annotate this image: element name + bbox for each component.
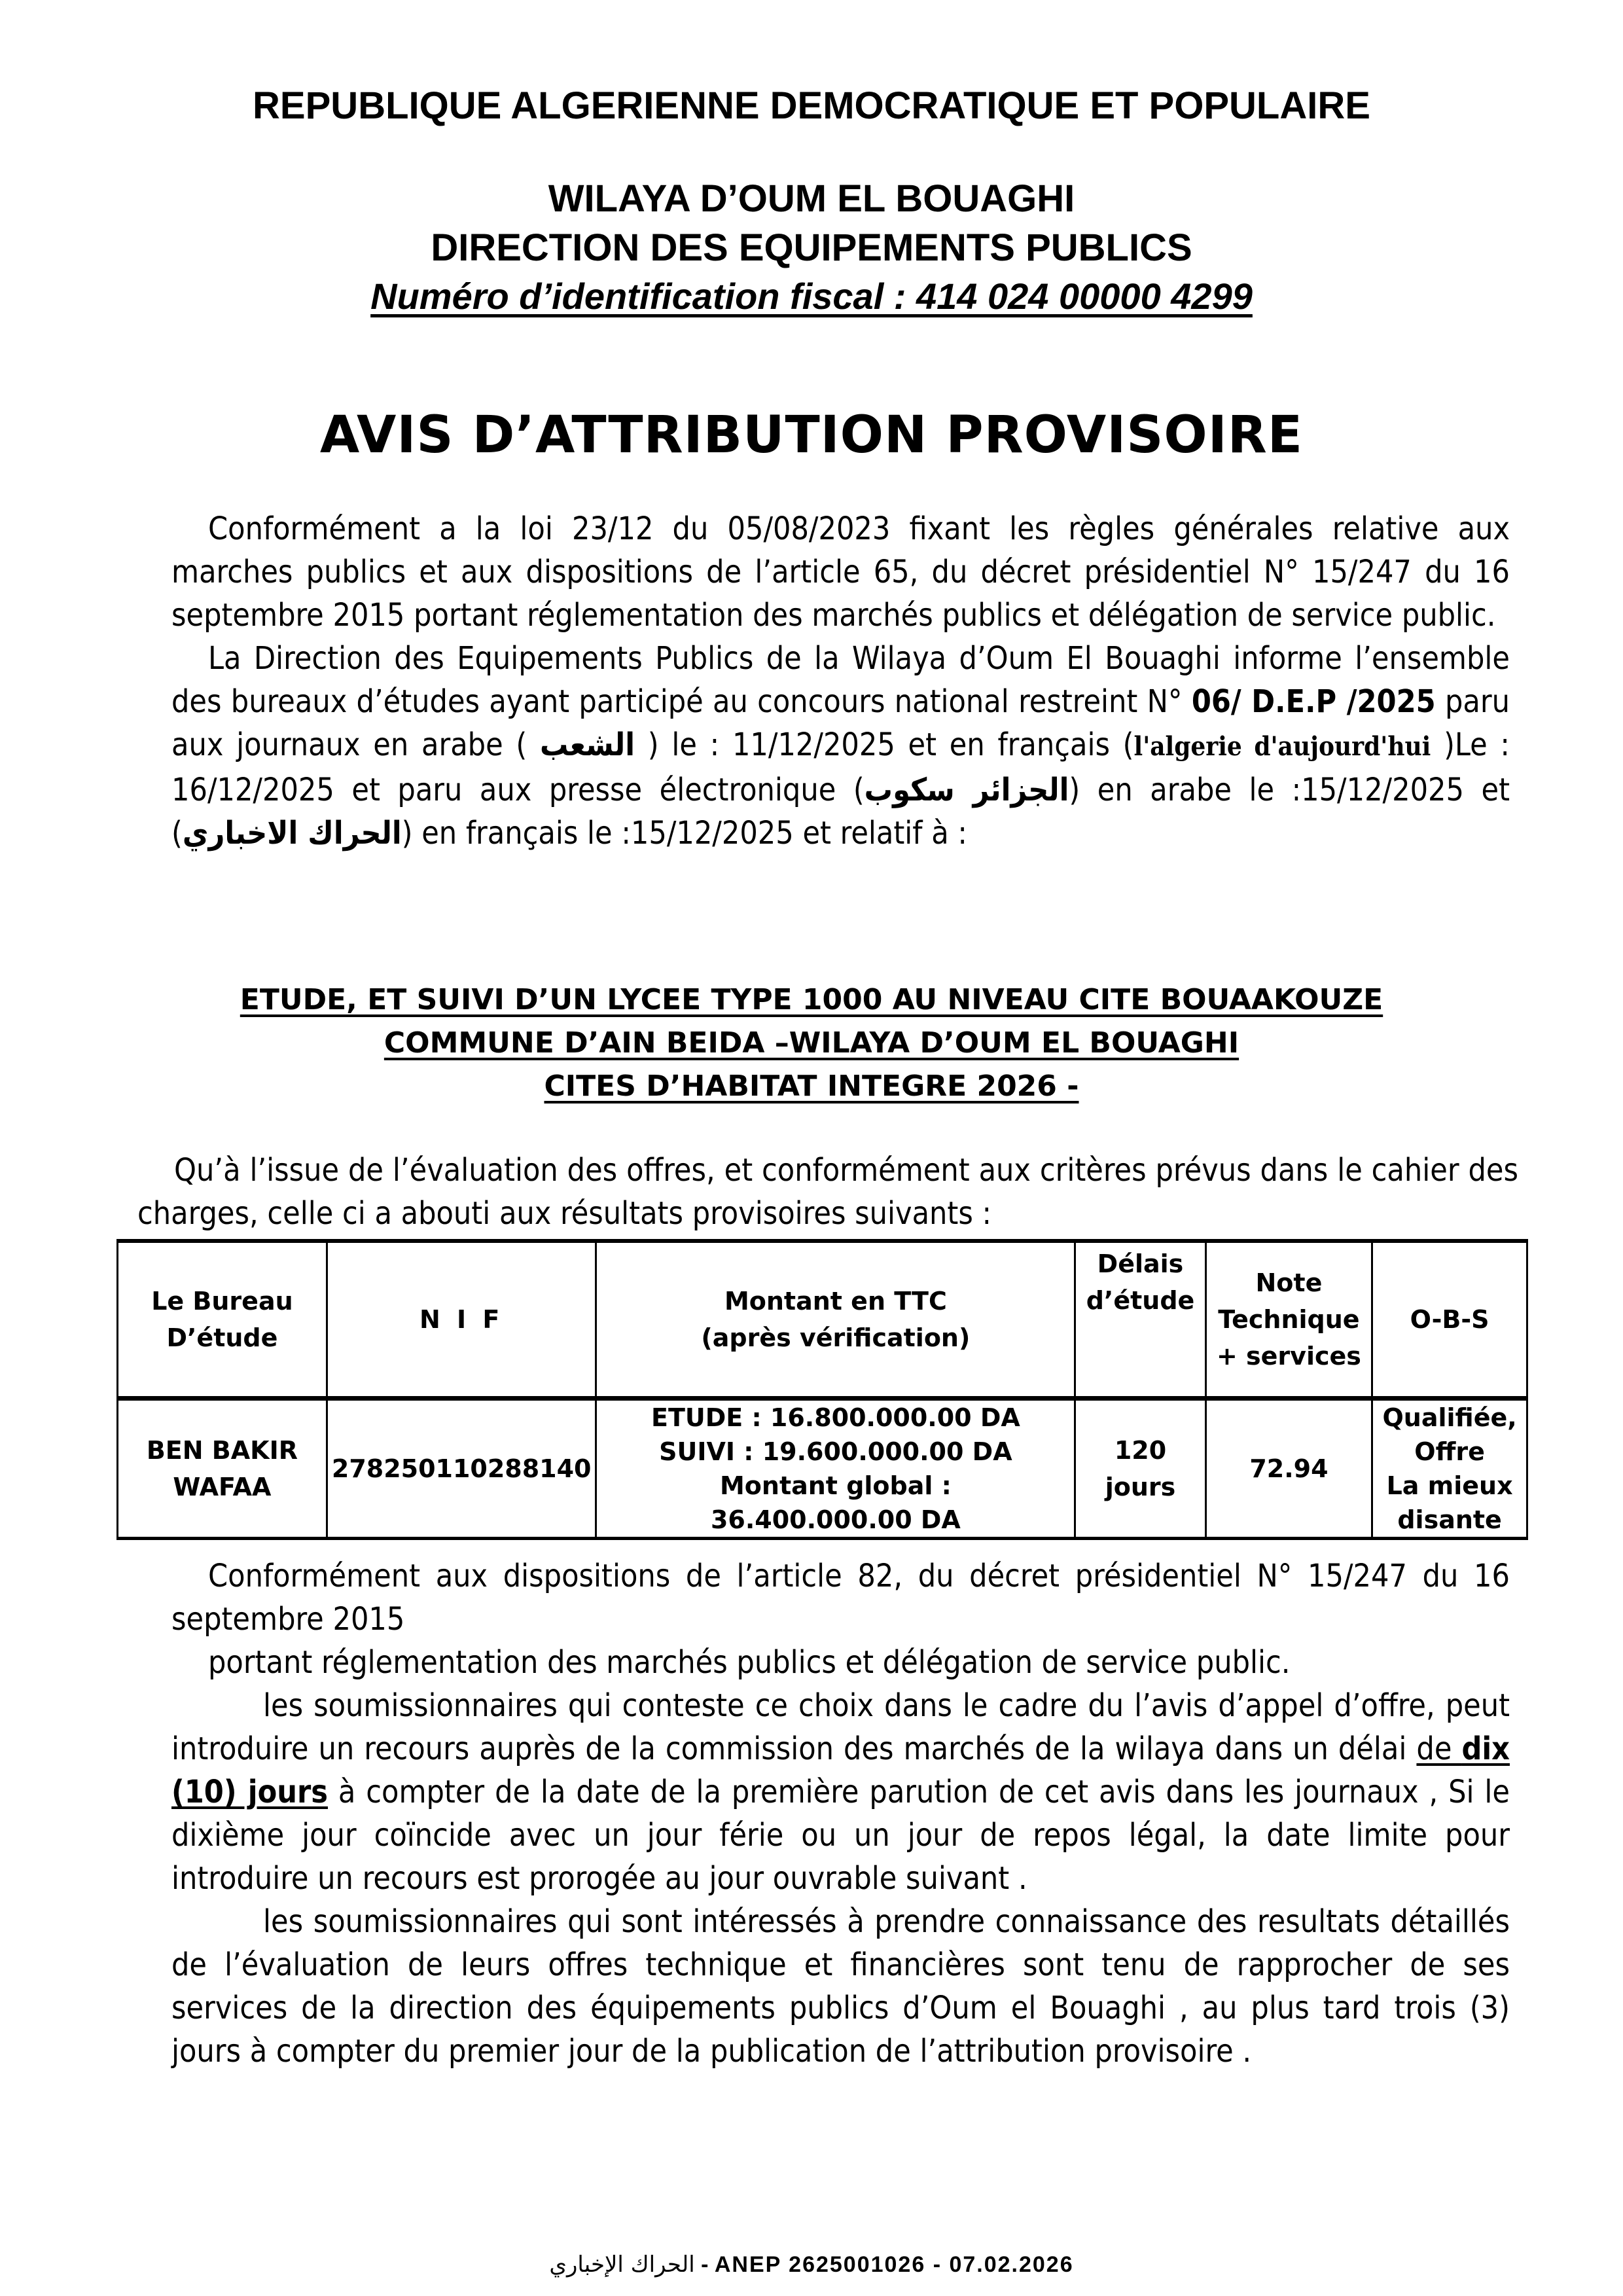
p2-text-6: ) en français le :15/12/2025 et relatif à : — [401, 815, 967, 852]
footer-source-arabic: الحراك الإخباري — [549, 2251, 695, 2278]
tender-reference: 06/ D.E.P /2025 — [1191, 683, 1436, 720]
paragraph-1: Conformément a la loi 23/12 du 05/08/2023 fixant les règles générales relative aux marches publics et aux dispositions de l’article 65, du décret présidentiel N° 15/247 du 16 septembre 2015 portant réglementation des marchés publics et délégation de service public. — [171, 511, 1510, 634]
cell-delais: 120 jours — [1075, 1398, 1205, 1538]
paragraph-4-line-2: portant réglementation des marchés publics et délégation de service public. — [208, 1644, 1291, 1681]
header-obs: O-B-S — [1372, 1241, 1527, 1398]
cell-note: 72.94 — [1205, 1398, 1372, 1538]
appeal-deadline: dix (10) jours — [171, 1731, 1510, 1810]
results-table — [116, 1239, 1528, 1540]
cell-bureau: BEN BAKIR WAFAA — [118, 1398, 327, 1538]
p2-text-3: ) le : 11/12/2025 et en français ( — [635, 726, 1134, 763]
newspaper-arabic: الشعب — [539, 726, 635, 763]
paragraph-2 — [171, 637, 1510, 855]
subject-line-2: COMMUNE D’AIN BEIDA –WILAYA D’OUM EL BOUAGHI — [383, 1026, 1240, 1060]
republic-heading: REPUBLIQUE ALGERIENNE DEMOCRATIQUE ET POPULAIRE — [253, 84, 1370, 127]
results-intro — [137, 1149, 1518, 1235]
epress-arabic: الجزائر سكوب — [864, 772, 1069, 808]
cell-nif: 278250110288140 — [327, 1398, 596, 1538]
subject-line-3: CITES D’HABITAT INTEGRE 2026 - — [544, 1069, 1079, 1103]
page-title: AVIS D’ATTRIBUTION PROVISOIRE — [319, 406, 1304, 465]
paragraph-6: les soumissionnaires qui sont intéressés à prendre connaissance des resultats détaillés de l’évaluation de leurs offres technique et financières sont tenu de rapprocher de ses services de la direction des équipements publics d’Oum el Bouaghi , au plus tard trois (3) jours à compter du premier jour de la publication de l’attribution provisoire . — [171, 1903, 1510, 2070]
epress-french: الحراك الاخباري — [182, 815, 402, 852]
paragraph-3: Qu’à l’issue de l’évaluation des offres, et conformément aux critères prévus dans le cahier des charges, celle ci a abouti aux résultats provisoires suivants : — [137, 1152, 1518, 1232]
wilaya-heading: WILAYA D’OUM EL BOUAGHI — [548, 177, 1075, 220]
publication-footer — [0, 2251, 1623, 2278]
paragraph-4-line-1: Conformément aux dispositions de l’article 82, du décret présidentiel N° 15/247 du 16 septembre 2015 — [171, 1558, 1510, 1638]
p2-text-4: )Le : 16/12/2025 et paru aux presse électronique ( — [171, 726, 1510, 808]
fiscal-id-text: Numéro d’identification fiscal : 414 024 00000 4299 — [370, 276, 1253, 317]
footer-separator: - — [694, 2252, 715, 2277]
project-subject — [0, 978, 1623, 1108]
header-delais: Délais d’étude — [1075, 1241, 1205, 1398]
direction-heading: DIRECTION DES EQUIPEMENTS PUBLICS — [431, 226, 1192, 269]
paragraph-5 — [171, 1684, 1510, 1900]
subject-line-1: ETUDE, ET SUIVI D’UN LYCEE TYPE 1000 AU NIVEAU CITE BOUAAKOUZE — [240, 983, 1383, 1016]
p2-text-2: paru aux journaux en arabe ( — [171, 683, 1510, 763]
footer-anep-ref: ANEP 2625001026 - 07.02.2026 — [714, 2252, 1074, 2277]
header-bureau: Le Bureau D’étude — [118, 1241, 327, 1398]
header-note: Note Technique + services — [1205, 1241, 1372, 1398]
cell-montant: ETUDE : 16.800.000.00 DA SUIVI : 19.600.000.00 DA Montant global : 36.400.000.00 DA — [596, 1398, 1075, 1538]
deadline-prefix: de — [1416, 1731, 1462, 1767]
p5-text-2: à compter de la date de la première parution de cet avis dans les journaux , Si le dixième jour coïncide avec un jour férie ou un jour de repos légal, la date limite pour introduire un recours est prorogée au jour ouvrable suivant . — [171, 1774, 1510, 1897]
appeal-section — [171, 1554, 1510, 2073]
p2-text-1: La Direction des Equipements Publics de la Wilaya d’Oum El Bouaghi informe l’ensemble des bureaux d’études ayant participé au concours national restreint N° — [171, 640, 1510, 720]
p5-text-1: les soumissionnaires qui conteste ce choix dans le cadre du l’avis d’appel d’offre, peut introduire un recours auprès de la commission des marchés de la wilaya dans un délai — [171, 1687, 1510, 1767]
cell-obs: Qualifiée, Offre La mieux disante — [1372, 1398, 1527, 1538]
fiscal-id — [0, 275, 1623, 317]
header-nif: N I F — [327, 1241, 596, 1398]
table-header-row — [118, 1241, 1527, 1398]
newspaper-french: l'algerie d'aujourd'hui — [1133, 731, 1431, 762]
paragraph-legal-basis — [171, 507, 1510, 855]
p2-text-5: ) en arabe le :15/12/2025 et ( — [171, 772, 1510, 852]
header-montant: Montant en TTC (après vérification) — [596, 1241, 1075, 1398]
table-row — [118, 1398, 1527, 1538]
